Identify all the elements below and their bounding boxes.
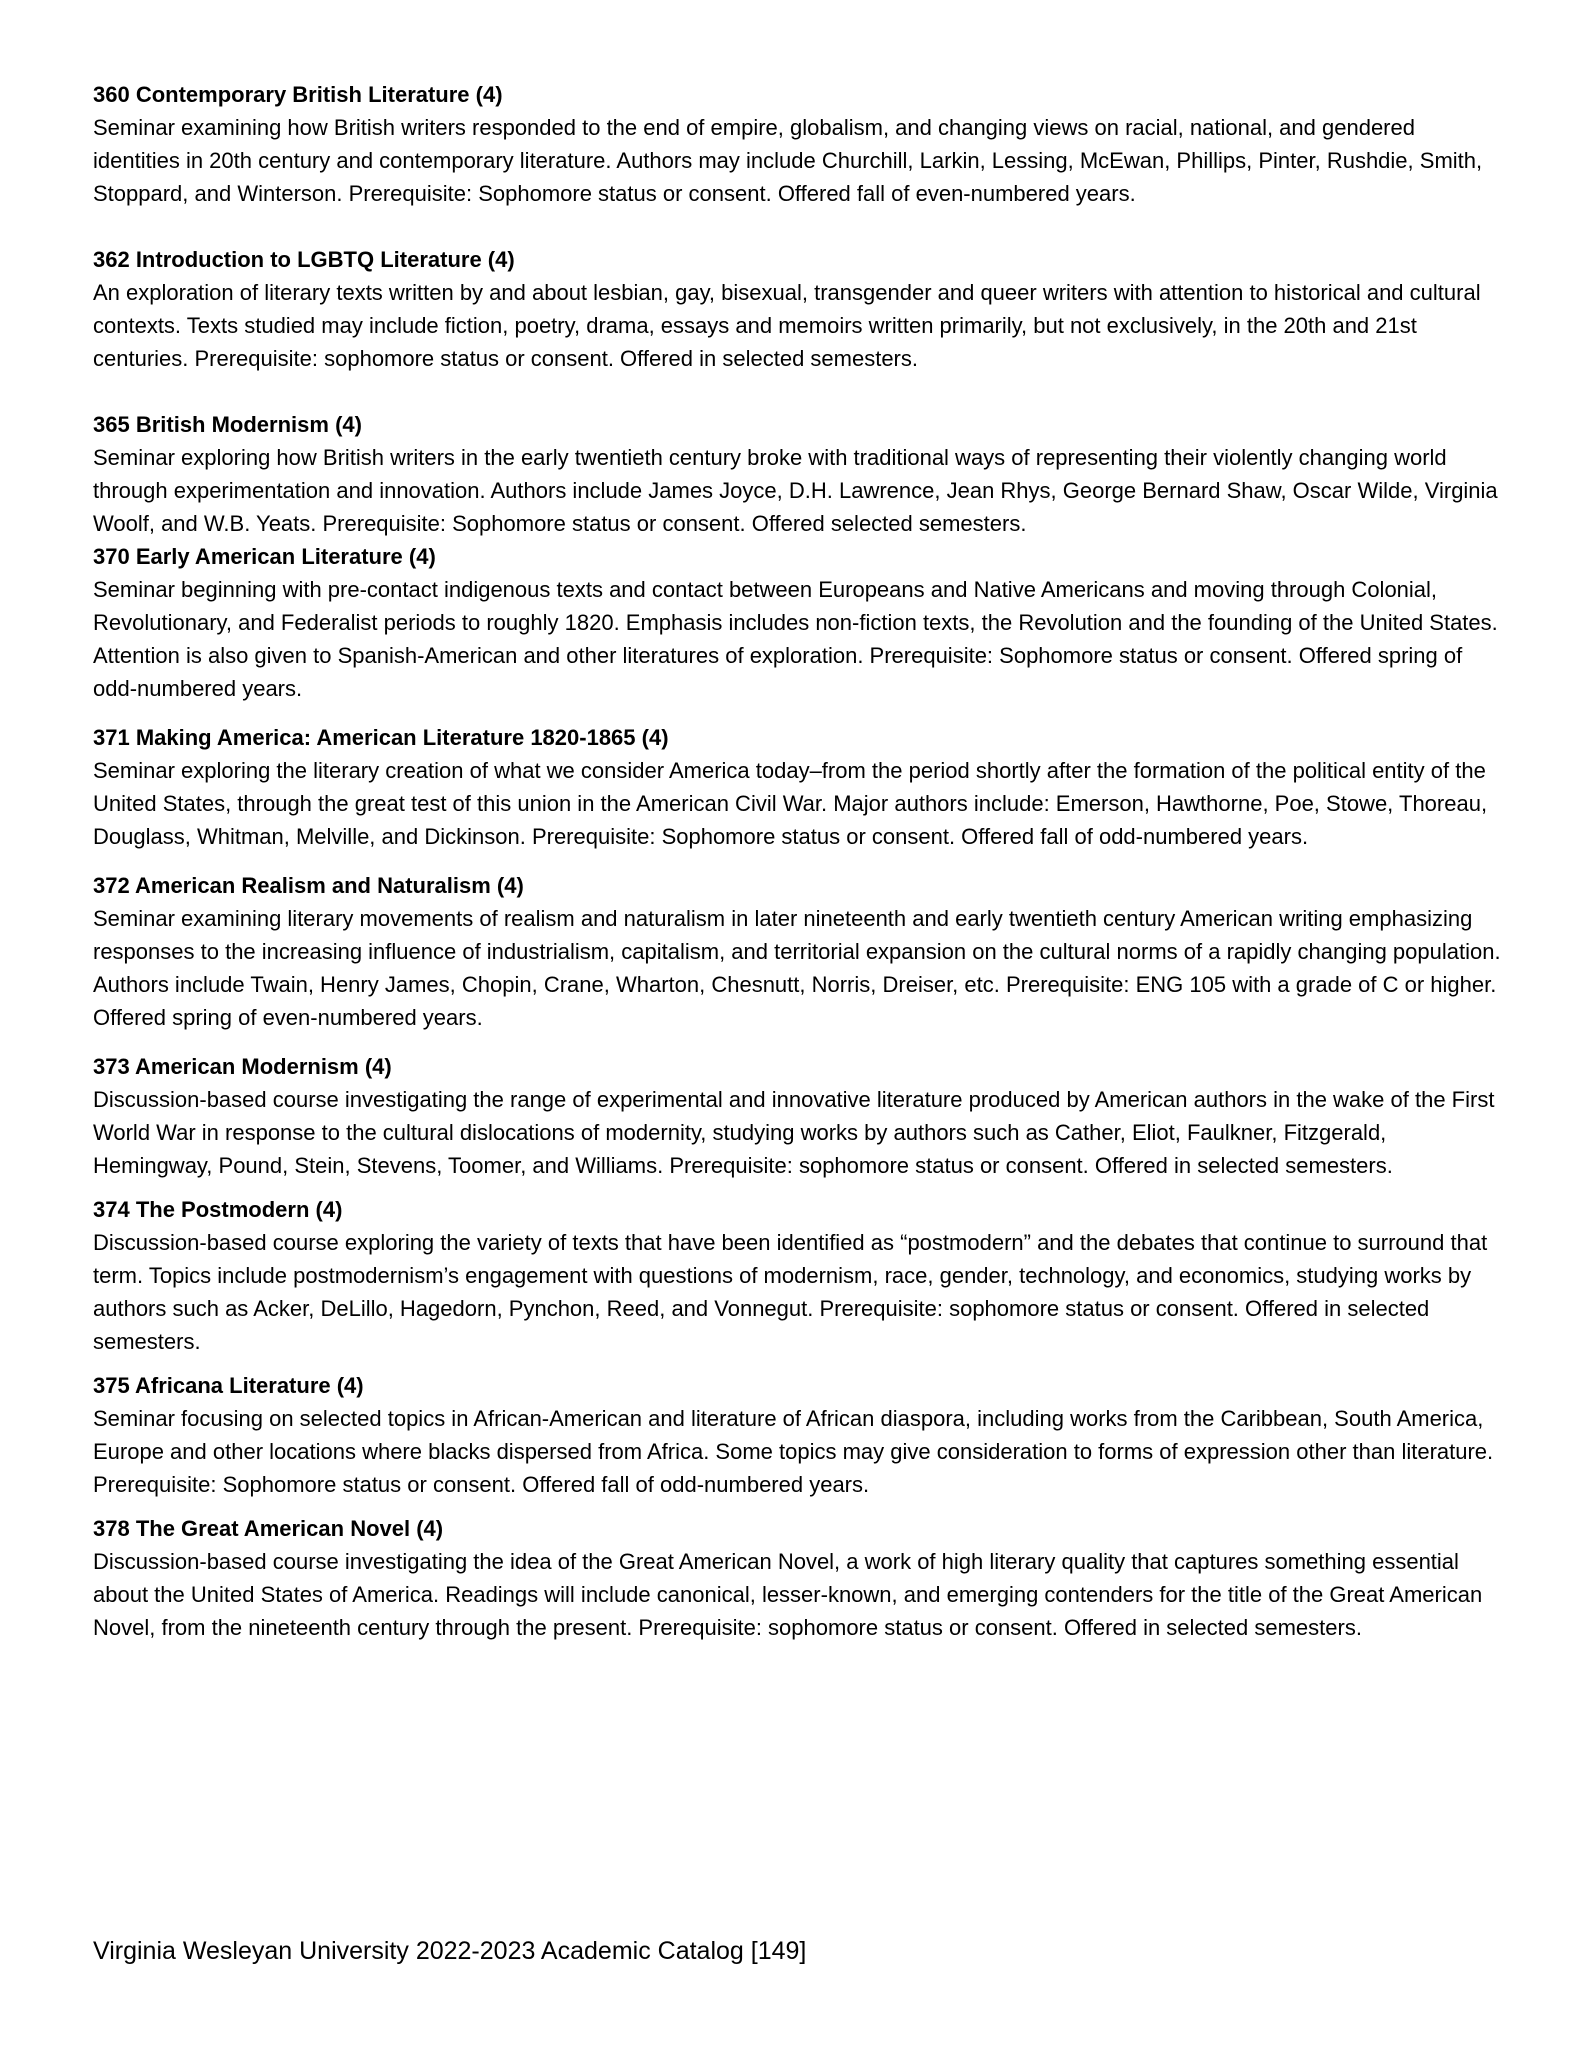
course-title: 374 The Postmodern (4) bbox=[93, 1197, 343, 1222]
course-362 bbox=[93, 243, 1503, 375]
course-372 bbox=[93, 869, 1503, 1034]
course-360 bbox=[93, 78, 1503, 210]
course-373 bbox=[93, 1050, 1503, 1182]
course-title: 370 Early American Literature (4) bbox=[93, 544, 436, 569]
course-371 bbox=[93, 721, 1503, 853]
course-title: 372 American Realism and Naturalism (4) bbox=[93, 873, 524, 898]
course-description: Seminar beginning with pre-contact indigenous texts and contact between Europeans and Native Americans and moving through Colonial, Revolutionary, and Federalist periods to roughly 1820. Emphasis includes non-fiction texts, the Revolution and the founding of the United States. Attention is also given to Spanish-American and other literatures of exploration. Prerequisite: Sophomore status or consent. Offered spring of odd-numbered years. bbox=[93, 577, 1498, 701]
course-375 bbox=[93, 1369, 1503, 1501]
course-description: Discussion-based course exploring the variety of texts that have been identified as “postmodern” and the debates that continue to surround that term. Topics include postmodernism’s engagement with questions of modernism, race, gender, technology, and economics, studying works by authors such as Acker, DeLillo, Hagedorn, Pynchon, Reed, and Vonnegut. Prerequisite: sophomore status or consent. Offered in selected semesters. bbox=[93, 1230, 1488, 1354]
course-description: Seminar exploring the literary creation of what we consider America today–from the period shortly after the formation of the political entity of the United States, through the great test of this union in the American Civil War. Major authors include: Emerson, Hawthorne, Poe, Stowe, Thoreau, Douglass, Whitman, Melville, and Dickinson. Prerequisite: Sophomore status or consent. Offered fall of odd-numbered years. bbox=[93, 758, 1488, 849]
course-description: Discussion-based course investigating the range of experimental and innovative literature produced by American authors in the wake of the First World War in response to the cultural dislocations of modernity, studying works by authors such as Cather, Eliot, Faulkner, Fitzgerald, Hemingway, Pound, Stein, Stevens, Toomer, and Williams. Prerequisite: sophomore status or consent. Offered in selected semesters. bbox=[93, 1087, 1495, 1178]
course-title: 371 Making America: American Literature 1820-1865 (4) bbox=[93, 725, 669, 750]
course-378 bbox=[93, 1512, 1503, 1644]
course-title: 373 American Modernism (4) bbox=[93, 1054, 392, 1079]
course-title: 378 The Great American Novel (4) bbox=[93, 1516, 444, 1541]
course-365 bbox=[93, 408, 1503, 540]
course-370 bbox=[93, 540, 1503, 705]
page-footer: Virginia Wesleyan University 2022-2023 Academic Catalog [149] bbox=[93, 1937, 807, 1965]
course-description: An exploration of literary texts written by and about lesbian, gay, bisexual, transgender and queer writers with attention to historical and cultural contexts. Texts studied may include fiction, poetry, drama, essays and memoirs written primarily, but not exclusively, in the 20th and 21st centuries. Prerequisite: sophomore status or consent. Offered in selected semesters. bbox=[93, 280, 1481, 371]
catalog-page bbox=[93, 78, 1503, 1644]
course-description: Seminar exploring how British writers in the early twentieth century broke with traditional ways of representing their violently changing world through experimentation and innovation. Authors include James Joyce, D.H. Lawrence, Jean Rhys, George Bernard Shaw, Oscar Wilde, Virginia Woolf, and W.B. Yeats. Prerequisite: Sophomore status or consent. Offered selected semesters. bbox=[93, 445, 1498, 536]
course-description: Seminar examining literary movements of realism and naturalism in later nineteenth and early twentieth century American writing emphasizing responses to the increasing influence of industrialism, capitalism, and territorial expansion on the cultural norms of a rapidly changing population. Authors include Twain, Henry James, Chopin, Crane, Wharton, Chesnutt, Norris, Dreiser, etc. Prerequisite: ENG 105 with a grade of C or higher. Offered spring of even-numbered years. bbox=[93, 906, 1501, 1030]
course-374 bbox=[93, 1193, 1503, 1358]
course-description: Seminar examining how British writers responded to the end of empire, globalism, and changing views on racial, national, and gendered identities in 20th century and contemporary literature. Authors may include Churchill, Larkin, Lessing, McEwan, Phillips, Pinter, Rushdie, Smith, Stoppard, and Winterson. Prerequisite: Sophomore status or consent. Offered fall of even-numbered years. bbox=[93, 115, 1483, 206]
course-title: 362 Introduction to LGBTQ Literature (4) bbox=[93, 247, 515, 272]
course-description: Discussion-based course investigating the idea of the Great American Novel, a work of high literary quality that captures something essential about the United States of America. Readings will include canonical, lesser-known, and emerging contenders for the title of the Great American Novel, from the nineteenth century through the present. Prerequisite: sophomore status or consent. Offered in selected semesters. bbox=[93, 1549, 1483, 1640]
course-description: Seminar focusing on selected topics in African-American and literature of African diaspora, including works from the Caribbean, South America, Europe and other locations where blacks dispersed from Africa. Some topics may give consideration to forms of expression other than literature. Prerequisite: Sophomore status or consent. Offered fall of odd-numbered years. bbox=[93, 1406, 1494, 1497]
course-title: 375 Africana Literature (4) bbox=[93, 1373, 364, 1398]
course-title: 365 British Modernism (4) bbox=[93, 412, 362, 437]
course-title: 360 Contemporary British Literature (4) bbox=[93, 82, 503, 107]
